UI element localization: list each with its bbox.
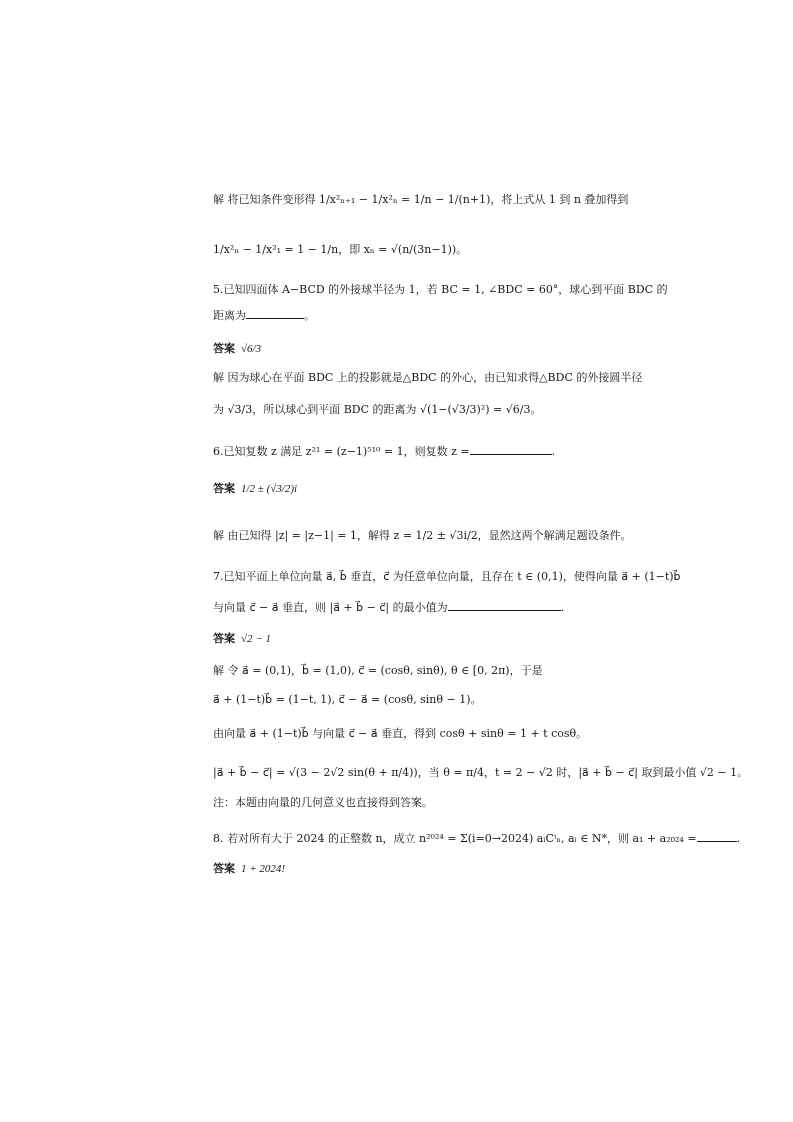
answer-line (213, 862, 643, 876)
line-text: 6.已知复数 z 满足 z²¹ = (z−1)⁵¹⁰ = 1，则复数 z = (213, 445, 470, 458)
line-text: 8. 若对所有大于 2024 的正整数 n，成立 n²⁰²⁴ = Σ(i=0→2024) aᵢCⁱₙ, aᵢ ∈ N*，则 a₁ + a₂₀₂₄ = (213, 832, 697, 845)
line-text: 为 √3/3，所以球心到平面 BDC 的距离为 √(1−(√3/3)²) = √6/3。 (213, 403, 542, 416)
punctuation: . (736, 832, 741, 845)
solution-line (213, 664, 643, 678)
line-text: 解 由已知得 |z| = |z−1| = 1，解得 z = 1/2 ± √3i/2，显然这两个解满足题设条件。 (213, 529, 632, 542)
solution-line (213, 766, 749, 780)
solution-line (213, 727, 643, 741)
solution-line (213, 371, 643, 385)
answer-blank (246, 307, 304, 319)
solution-line (213, 243, 643, 257)
line-text: 1/x²ₙ − 1/x²₁ = 1 − 1/n，即 xₙ = √(n/(3n−1))。 (213, 243, 468, 256)
solution-line (213, 693, 643, 707)
answer-line (213, 482, 643, 496)
answer-value: √6/3 (241, 343, 262, 355)
line-text: 5.已知四面体 A−BCD 的外接球半径为 1，若 BC = 1, ∠BDC = 60°，球心到平面 BDC 的 (213, 283, 668, 296)
punctuation: . (551, 445, 556, 458)
question-line (213, 830, 741, 846)
line-text: 7.已知平面上单位向量 a⃗, b⃗ 垂直，c⃗ 为任意单位向量，且存在 t ∈ (0,1)，使得向量 a⃗ + (1−t)b⃗ (213, 570, 681, 583)
line-text: 解 因为球心在平面 BDC 上的投影就是△BDC 的外心，由已知求得△BDC 的外接圆半径 (213, 371, 643, 384)
punctuation: 。 (304, 309, 315, 322)
line-text: 由向量 a⃗ + (1−t)b⃗ 与向量 c⃗ − a⃗ 垂直，得到 cosθ + sinθ = 1 + t cosθ。 (213, 727, 588, 740)
answer-label: 答案 (213, 632, 235, 645)
answer-line (213, 632, 643, 646)
line-text: 与向量 c⃗ − a⃗ 垂直，则 |a⃗ + b⃗ − c⃗| 的最小值为 (213, 601, 448, 614)
line-text: 注：本题由向量的几何意义也直接得到答案。 (213, 796, 433, 809)
question-line (213, 599, 643, 615)
answer-value: 1/2 ± (√3/2)i (241, 483, 298, 495)
question-line (213, 307, 643, 323)
line-text: a⃗ + (1−t)b⃗ = (1−t, 1), c⃗ − a⃗ = (cosθ, sinθ − 1)。 (213, 693, 482, 706)
answer-line (213, 342, 643, 356)
answer-blank (697, 830, 737, 842)
solution-line (213, 529, 643, 543)
solution-line (213, 403, 643, 417)
answer-label: 答案 (213, 342, 235, 355)
solution-line (213, 796, 643, 810)
answer-blank (470, 443, 552, 455)
question-line (213, 443, 643, 459)
line-text: 解 将已知条件变形得 1/x²ₙ₊₁ − 1/x²ₙ = 1/n − 1/(n+1)，将上式从 1 到 n 叠加得到 (213, 193, 629, 206)
punctuation: . (560, 601, 565, 614)
line-text: |a⃗ + b⃗ − c⃗| = √(3 − 2√2 sin(θ + π/4))，当 θ = π/4，t = 2 − √2 时，|a⃗ + b⃗ − c⃗| 取到最小值 √2 − 1。 (213, 766, 749, 779)
answer-blank (448, 599, 561, 611)
answer-value: 1 + 2024! (241, 863, 286, 875)
line-text: 距离为 (213, 309, 246, 322)
question-line (213, 570, 681, 584)
answer-label: 答案 (213, 482, 235, 495)
answer-value: √2 − 1 (241, 633, 271, 645)
solution-line (213, 193, 643, 207)
line-text: 解 令 a⃗ = (0,1)，b⃗ = (1,0), c⃗ = (cosθ, sinθ), θ ∈ [0, 2π)，于是 (213, 664, 543, 677)
answer-label: 答案 (213, 862, 235, 875)
question-line (213, 283, 668, 297)
